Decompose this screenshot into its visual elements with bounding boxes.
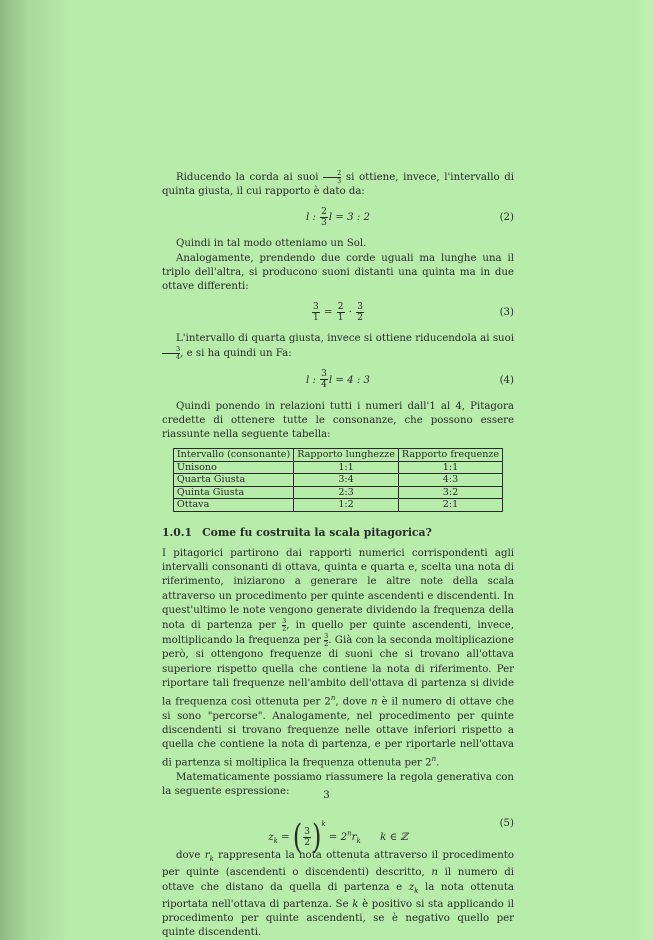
table-cell: Ottava bbox=[173, 499, 293, 512]
section-number: 1.0.1 bbox=[162, 525, 193, 539]
table-header: Intervallo (consonante) bbox=[173, 449, 293, 462]
table-header-row bbox=[173, 449, 502, 462]
table-row bbox=[173, 474, 502, 487]
equation-2: l : $\frac{2}{3}$ l = 3 : 2 (2) bbox=[162, 204, 514, 232]
page-number: 3 bbox=[323, 790, 330, 801]
equation-number: (5) bbox=[499, 818, 514, 830]
equation-number: (3) bbox=[499, 307, 514, 319]
paragraph-pitagora: Quindi ponendo in relazioni tutti i numeri dall'1 al 4, Pitagora credette di ottenere tutte le consonanze, che possono essere riassunte nella seguente tabella: bbox=[162, 400, 514, 441]
equation-3: $\frac{3}{1}$ = $\frac{2}{1}$ · $\frac{3}{2}$ (3) bbox=[162, 299, 514, 327]
equation-4: l : $\frac{3}{4}$ l = 4 : 3 (4) bbox=[162, 367, 514, 395]
table-row bbox=[173, 486, 502, 499]
table-row bbox=[173, 499, 502, 512]
consonance-table bbox=[173, 448, 503, 512]
paragraph-matematicamente: Matematicamente possiamo riassumere la regola generativa con la seguente espressione: bbox=[162, 771, 514, 797]
table-cell: Quarta Giusta bbox=[173, 474, 293, 487]
table-cell: 3:4 bbox=[294, 474, 399, 487]
page-body bbox=[162, 170, 514, 940]
paragraph-quinta: Riducendo la corda ai suoi $\frac{2}{3}$ si ottiene, invece, l'intervallo di quinta giusta, il cui rapporto è dato da: bbox=[162, 169, 514, 198]
section-heading bbox=[162, 526, 514, 540]
table-cell: 3:2 bbox=[398, 486, 502, 499]
section-title: Come fu costruita la scala pitagorica? bbox=[202, 525, 432, 539]
table-cell: 2:3 bbox=[294, 486, 399, 499]
table-cell: 1:2 bbox=[294, 499, 399, 512]
paragraph-dove: dove $r_k$ rappresenta la nota ottenuta attraverso il procedimento per quinte (ascendenti o discendenti) descritto, n il numero di ottave che distano da quella di partenza e $z_k$ la nota ottenuta riportata nell'ottava di partenza. Se k è positivo si sta applicando il procedimento per quinte ascendenti, se è negativo quello per quinte discendenti. bbox=[162, 850, 514, 939]
table-cell: 1:1 bbox=[398, 461, 502, 474]
table-header: Rapporto frequenze bbox=[398, 449, 502, 462]
paragraph-pitagorici: I pitagorici partirono dai rapporti numerici corrispondenti agli intervalli consonanti di ottava, quinta e quarta e, scelta una nota di riferimento, iniziarono a generare le altre note della scala attraverso un procedimento per quinte ascendenti e discendenti. In quest'ultimo le note vengono generate dividendo la frequenza della nota di partenza per $\frac{3}{2}$ , in quello per quinte ascendenti, invece, moltiplicando la frequenza per $\frac{3}{2}$ . Già con la seconda moltiplicazione però, si ottengono frequenze di suoni che si trovano all'ottava superiore rispetto quella che contiene la nota di riferimento. Per riportare tali frequenze nell'ambito dell'ottava di partenza si divide la frequenza così ottenuta per 2$^n$, dove n è il numero di ottave che si sono "percorse". Analogamente, nel procedimento per quinte discendenti si trovano frequenze nelle ottave inferiori rispetto a quella che contiene la nota di partenza, e per riportarle nell'ottava di partenza si moltiplica la frequenza ottenuta per 2$^n$. bbox=[162, 547, 514, 769]
table-cell: 2:1 bbox=[398, 499, 502, 512]
table-cell: 4:3 bbox=[398, 474, 502, 487]
paragraph-quarta: L'intervallo di quarta giusta, invece si ottiene riducendola ai suoi $\frac{3}{4}$ , e si ha quindi un Fa: bbox=[162, 332, 514, 361]
table-row bbox=[173, 461, 502, 474]
equation-number: (4) bbox=[499, 374, 514, 386]
table-cell: Unisono bbox=[173, 461, 293, 474]
equation-5: $z_k$ = ( $\frac{3}{2}$ )$^k = 2^nr_k$ k ∈ ℤ (5) bbox=[162, 804, 514, 844]
table-header: Rapporto lunghezze bbox=[294, 449, 399, 462]
equation-number: (2) bbox=[499, 212, 514, 224]
table-cell: 1:1 bbox=[294, 461, 399, 474]
paragraph-sol: Quindi in tal modo otteniamo un Sol. bbox=[176, 238, 367, 250]
paragraph-analogamente: Analogamente, prendendo due corde uguali ma lunghe una il triplo dell'altra, si producono suoni distanti una quinta ma in due ottave differenti: bbox=[162, 252, 514, 293]
table-cell: Quinta Giusta bbox=[173, 486, 293, 499]
